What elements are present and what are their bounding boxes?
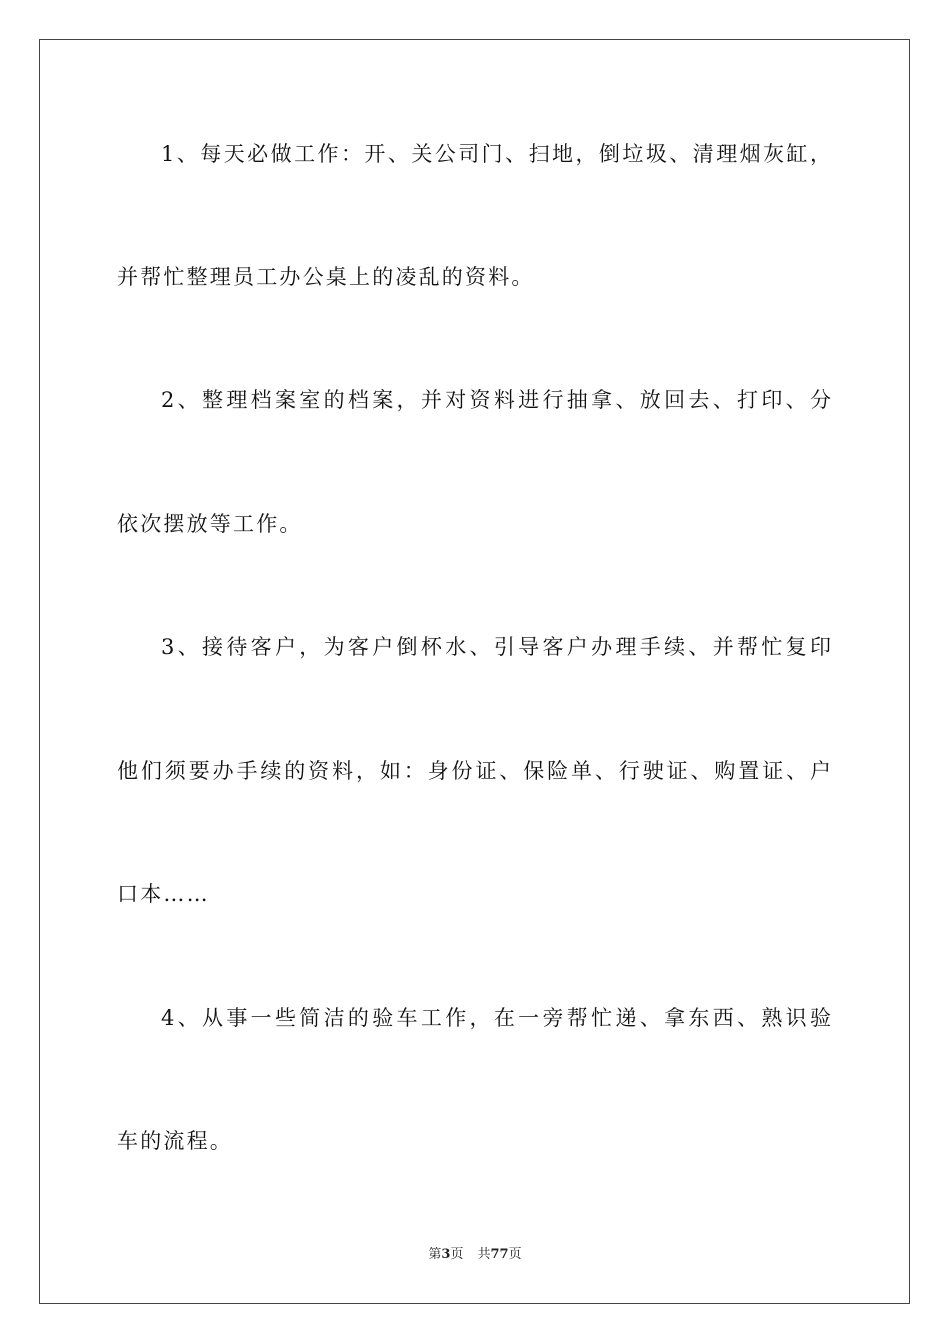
paragraph-4-line-2: 车的流程。 — [117, 1129, 233, 1153]
paragraph-3-line-3: 口本…… — [117, 882, 210, 906]
page-footer — [0, 1246, 950, 1264]
footer-total-pages: 77 — [490, 1247, 509, 1262]
footer-page-suffix: 页 — [450, 1247, 464, 1262]
paragraph-1-line-1: 1、每天必做工作：开、关公司门、扫地，倒垃圾、清理烟灰缸， — [161, 142, 831, 166]
paragraph-2-line-2: 依次摆放等工作。 — [117, 512, 303, 536]
paragraph-4-line-1: 4、从事一些简洁的验车工作，在一旁帮忙递、拿东西、熟识验 — [161, 1006, 831, 1030]
paragraph-3-line-1: 3、接待客户，为客户倒杯水、引导客户办理手续、并帮忙复印 — [161, 635, 831, 659]
page-border — [39, 39, 910, 1304]
paragraph-1-line-2: 并帮忙整理员工办公桌上的凌乱的资料。 — [117, 265, 535, 289]
footer-total-suffix: 页 — [508, 1247, 522, 1262]
footer-page-number: 3 — [441, 1247, 451, 1262]
footer-page-prefix: 第 — [428, 1247, 442, 1262]
footer-total-prefix: 共 — [477, 1247, 491, 1262]
paragraph-2-line-1: 2、整理档案室的档案，并对资料进行抽拿、放回去、打印、分 — [161, 388, 831, 412]
paragraph-3-line-2: 他们须要办手续的资料，如：身份证、保险单、行驶证、购置证、户 — [117, 759, 831, 783]
